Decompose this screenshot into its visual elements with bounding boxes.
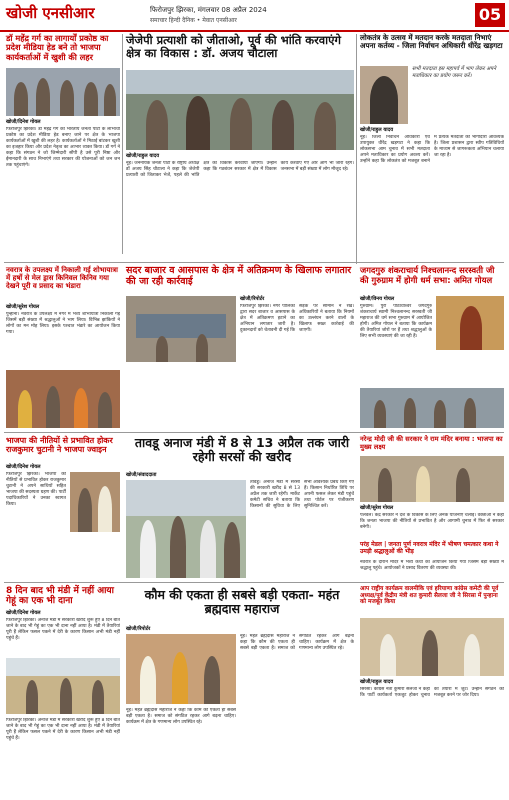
story-body: तावडू। अनाज मंडी में सरसों की सरकारी खरीद 8 से 13 अप्रैल तक जारी रहेगी। मार्केट कमेटी सचिव ने बताया कि किसानों की सुविधा के लिए सभी आवश्यक प्रबंध किए गए हैं। किसान निर्धारित तिथि पर अपनी फसल लेकर मंडी पहुंचें तथा पोर्टल पर पंजीकरण सुनिश्चित करें। bbox=[250, 480, 354, 509]
date-line: फिरोजपुर झिरका, मंगलवार 08 अप्रैल 2024 bbox=[150, 6, 267, 14]
story-body: नूंह। जिला निर्वाचन अधिकारी एवं उपायुक्त धीरेंद्र खड़गटा ने कहा कि लोकसभा आम चुनाव में सभी मतदाता अपने मताधिकार का प्रयोग अवश्य करें। उन्होंने कहा कि लोकतंत्र को मजबूत बनाने में प्रत्येक मतदाता की भागीदारी आवश्यक है। जिला प्रशासन द्वारा स्वीप गतिविधियों के माध्यम से जागरूकता अभियान चलाया जा रहा है। bbox=[360, 135, 504, 164]
byline: खोजी/दिनेश गोयल bbox=[6, 119, 41, 125]
story-photo bbox=[360, 456, 504, 502]
story-body: नूंह। जननायक जनता पार्टी के राष्ट्रीय अध्यक्ष डॉ अजय सिंह चौटाला ने कहा कि जेजेपी प्रत्याशी को जिताकर भेजें, पहले की भांति क्षेत्र का विकास करवाया जाएगा। उन्होंने कहा कि गठबंधन सरकार में क्षेत्र में विकास कार्य करवाए गए और आगे भी जारी रहेंगे। जनसभा में बड़ी संख्या में लोग मौजूद रहे। bbox=[126, 161, 354, 178]
story-body-continued: फिरोजपुर झिरका। अनाज मंडी में सरकारी खरीद शुरू हुए 8 दिन बीत जाने के बाद भी गेहूं का एक भी दाना नहीं आया है। मंडी में तैयारियां पूरी हैं लेकिन फसल पकने में देरी के कारण किसान अभी मंडी नहीं पहुंचे हैं। bbox=[6, 718, 120, 741]
column-divider bbox=[122, 34, 123, 254]
story-headline: तावडू अनाज मंडी में 8 से 13 अप्रैल तक जारी रहेगी सरसों की खरीद bbox=[134, 435, 350, 465]
story-headline: परंह मेडल | जनता पूर्ण नवरात्र मंदिर में भीषण चमत्कार कथा ने उमड़ी श्रद्धालुओं की भीड़ bbox=[360, 541, 499, 555]
story-photo bbox=[6, 658, 120, 714]
story-body-continued: नूंह। महंत ब्रह्मदास महाराज ने कहा कि कौम की एकता ही सबसे बड़ी एकता है। समाज को संगठित रहकर आगे बढ़ना चाहिए। कार्यक्रम में क्षेत्र के गणमान्य लोग उपस्थित रहे। bbox=[126, 708, 236, 725]
section-divider bbox=[4, 432, 504, 433]
section-divider bbox=[4, 582, 504, 583]
newspaper-title: खोजी एनसीआर bbox=[6, 4, 95, 22]
byline: खोजी/दिनेश गोयल bbox=[6, 610, 41, 616]
story-headline: जेजेपी प्रत्याशी को जीताओ, पूर्व की भांति करवाएंगे क्षेत्र का विकास : डॉ. अजय चौटाला bbox=[126, 33, 341, 61]
story-photo bbox=[6, 370, 120, 428]
story-headline: 8 दिन बाद भी मंडी में नहीं आया गेहूं का एक भी दाना bbox=[6, 586, 114, 607]
story-body: फिरोजपुर झिरका। डॉ महेंद्र गर्ग को भारतीय जनता पार्टी के लाभार्थी प्रकोष्ठ का प्रदेश मीडिया हेड बनाए जाने पर क्षेत्र के भाजपा कार्यकर्ताओं में खुशी की लहर है। कार्यकर्ताओं ने मिठाई बांटकर खुशी का इजहार किया और प्रदेश नेतृत्व का आभार व्यक्त किया। डॉ गर्ग ने कहा कि संगठन ने जो जिम्मेदारी सौंपी है उसे पूरी निष्ठा और ईमानदारी के साथ निभाएंगे तथा सरकार की योजनाओं को जन जन तक पहुंचाएंगे। bbox=[6, 127, 120, 168]
byline: खोजी/दिनेश गोयल bbox=[6, 464, 41, 470]
story-photo bbox=[360, 388, 504, 428]
story-photo bbox=[126, 70, 354, 150]
story-body: सिरसा। कांग्रेस नेता कुमारी सैलजा ने कहा कि पार्टी कार्यकर्ता एकजुट होकर चुनाव की तैयारी में जुटें। उन्होंने संगठन को मजबूत करने पर जोर दिया। bbox=[360, 687, 504, 698]
sub-line: समाचार हिन्दी दैनिक • मेवात एनसीआर bbox=[150, 17, 237, 24]
byline: खोजी/रिपोर्टर bbox=[240, 296, 265, 302]
story-photo bbox=[126, 480, 246, 578]
story-body: नूंह। महंत ब्रह्मदास महाराज ने कहा कि कौम की एकता ही सबसे बड़ी एकता है। समाज को संगठित रहकर आगे बढ़ना चाहिए। कार्यक्रम में क्षेत्र के गणमान्य लोग उपस्थित रहे। bbox=[240, 634, 354, 651]
story-headline: सदर बाजार व आसपास के क्षेत्र में अतिक्रमण के खिलाफ लगातार की जा रही कार्रवाई bbox=[126, 265, 352, 287]
story-body: फिरोजपुर झिरका। नगर पालिका द्वारा सदर बाजार व आसपास के क्षेत्र में अतिक्रमण हटाने का अभियान लगातार जारी है। दुकानदारों को चेतावनी दी गई कि सड़क पर सामान न रखें। अधिकारियों ने बताया कि नियमों का उल्लंघन करने वालों के खिलाफ सख्त कार्रवाई की जाएगी। bbox=[240, 304, 354, 333]
story-headline: कौम की एकता ही सबसे बड़ी एकता- महंत ब्रह्मदास महाराज bbox=[144, 587, 340, 617]
story-body: नवरात्र के दौरान मंदिर में भव्य कथा का आयोजन किया गया जिसमें बड़ी संख्या में श्रद्धालु पहुंचे। आयोजकों ने प्रसाद वितरण की व्यवस्था की। bbox=[360, 560, 504, 571]
story-headline: नवरात्र के उपलक्ष्य में निकाली गई शोभायात्रा में हर्षो से मेल ड्रास किनिवल किनिव गया देखने पूरी व प्रसाद का भंडारा bbox=[6, 266, 118, 291]
column-divider bbox=[356, 34, 357, 264]
byline: खोजी/संवाददाता bbox=[126, 472, 157, 478]
story-headline: लोकतंत्र के उत्सव में मतदान करके मतदाता निभाएं अपना कर्तव्य - जिला निर्वाचन अधिकारी धीरेंद्र खड़गटा bbox=[360, 33, 503, 51]
story-body: फिरोजपुर झिरका। अनाज मंडी में सरकारी खरीद शुरू हुए 8 दिन बीत जाने के बाद भी गेहूं का एक भी दाना नहीं आया है। मंडी में तैयारियां पूरी हैं लेकिन फसल पकने में देरी के कारण किसान अभी मंडी नहीं पहुंचे हैं। bbox=[6, 618, 120, 641]
byline: खोजी/सुरेश गोयल bbox=[6, 304, 40, 310]
story-photo bbox=[126, 296, 236, 362]
story-body: गुरुग्राम। पुरी पीठाधीश्वर जगदगुरु शंकराचार्य स्वामी निश्चलानन्द सरस्वती जी महाराज की धर्म सभा गुरुग्राम में आयोजित होगी। अमित गोयल ने बताया कि कार्यक्रम की तैयारियां जोरों पर हैं तथा श्रद्धालुओं के लिए सभी व्यवस्थाएं की जा रही हैं। bbox=[360, 304, 432, 339]
story-headline: आप राष्ट्रीय कार्यक्रम वालमीकि एवं हरियाणा कांग्रेस कमेटी की पूर्व अध्यक्ष/पूर्व केंद्रीय मंत्री शत कुमारी सैलजा जी ने सिरसा में पुन्हाना को मजबूत किया bbox=[360, 586, 499, 606]
story-photo bbox=[126, 634, 236, 704]
byline: खोजी/राहुल यादव bbox=[360, 127, 393, 133]
story-headline: भाजपा की नीतियों से प्रभावित होकर राजकुमार चुटानी ने भाजपा ज्वाइन bbox=[6, 436, 113, 455]
masthead bbox=[0, 0, 509, 32]
byline: खोजी/रिपोर्टर bbox=[126, 626, 151, 632]
byline: खोजी/सुरेश गोयल bbox=[360, 505, 394, 511]
byline: खोजी/राहुल यादव bbox=[360, 679, 393, 685]
story-photo bbox=[70, 472, 120, 532]
story-photo bbox=[436, 296, 504, 350]
story-body: पुन्हाना। नवरात्र के उपलक्ष्य में नगर में भव्य शोभायात्रा निकाली गई जिसमें बड़ी संख्या में श्रद्धालुओं ने भाग लिया। विभिन्न झांकियों ने लोगों का मन मोह लिया। इसके पश्चात भंडारे का आयोजन किया गया। bbox=[6, 312, 120, 335]
official-portrait bbox=[360, 66, 408, 124]
pull-quote: सभी मतदाता इस महापर्व में भाग लेकर अपने मताधिकार का प्रयोग जरूर करें। bbox=[412, 66, 497, 79]
story-headline: जगदगुरु शंकराचार्य निश्चलानन्द सरस्वती जी की गुरुग्राम में होगी धर्म सभा: अमित गोयल bbox=[360, 265, 495, 285]
page-number: 05 bbox=[475, 3, 505, 27]
story-body: पलवल। केंद्र सरकार ने देश के विकास के लिए अनेक योजनाएं चलाईं। वक्ताओं ने कहा कि जनता भाजपा की नीतियों से प्रभावित है और आगामी चुनाव में फिर से सरकार बनेगी। bbox=[360, 513, 504, 530]
byline: खोजी/राहुल यादव bbox=[126, 153, 159, 159]
story-photo bbox=[6, 68, 120, 116]
story-headline: नरेन्द्र मोदी जी की सरकार ने राम मंदिर बनाया : भाजपा का मुख्य लक्ष्य bbox=[360, 435, 503, 451]
byline: खोजी/विनय गोयल bbox=[360, 296, 395, 302]
story-photo bbox=[360, 618, 504, 676]
story-headline: डॉ महेंद्र गर्ग का लागार्यों प्रकोष्ठ का प्रदेश मीडिया हेड बने तो भाजपा कार्यकर्ताओं में खुशी की लहर bbox=[6, 33, 109, 62]
section-divider bbox=[4, 262, 504, 263]
story-body: फिरोजपुर झिरका। भाजपा की नीतियों से प्रभावित होकर राजकुमार चुटानी ने अपने साथियों सहित भाजपा की सदस्यता ग्रहण की। पार्टी पदाधिकारियों ने उनका स्वागत किया। bbox=[6, 472, 66, 507]
